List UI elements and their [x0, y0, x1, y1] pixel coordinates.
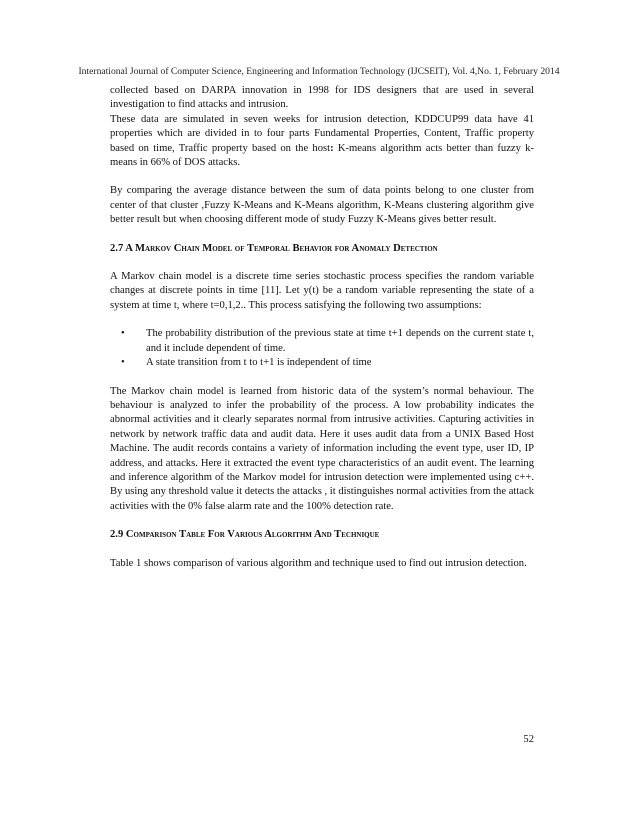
list-item-text: The probability distribution of the previous state at time t+1 depends on the current state t, and it include dependent of time.: [146, 328, 534, 354]
paragraph-comparison: By comparing the average distance between the sum of data points belong to one cluster from center of that cluster ,Fuzzy K-Means and K-Means algorithm, K-Means clustering algorithm give better result but when choosing different mode of study Fuzzy K-Means gives better result.: [110, 185, 534, 226]
paragraph-kddcup99-text-a: These data are simulated in seven weeks for intrusion detection, KDDCUP99 data have 41 properties which are divided in to four parts Fundamental Properties, Content, Traffic property based on time, Traffic property based on the host: [110, 113, 534, 154]
page-content: [110, 84, 534, 571]
list-item: [110, 327, 534, 356]
running-header: International Journal of Computer Science, Engineering and Information Technology (IJCSEIT), Vol. 4,No. 1, February 2014: [78, 66, 560, 77]
bullet-icon: •: [121, 328, 125, 340]
spacer: [110, 228, 534, 242]
section-heading-2-9-text: 2.9 Comparison Table For Various Algorithm And Technique: [110, 529, 380, 541]
bullet-icon: •: [121, 357, 125, 369]
paragraph-darpa: collected based on DARPA innovation in 1998 for IDS designers that are used in several investigation to find attacks and intrusion.: [110, 85, 534, 111]
spacer: [110, 543, 534, 557]
spacer: [110, 514, 534, 528]
section-heading-2-9: [110, 528, 534, 542]
assumption-list: [110, 327, 534, 370]
section-heading-2-7: [110, 242, 534, 256]
list-item: [110, 356, 534, 370]
paragraph-kddcup99-colon: :: [330, 142, 334, 154]
paragraph-markov-details: The Markov chain model is learned from historic data of the system’s normal behaviour. The behaviour is analyzed to infer the probability of the process. A low probability indicates the abnormal activities and it clearly separates normal from intrusive activities. Capturing activities in network by network traffic data and audit data. Here it uses audit data from a UNIX Based Host Machine. The audit records contains a variety of information including the event type, user ID, IP address, and attacks. Here it extracted the event type characteristics of an audit event. The learning and inference algorithm of the Markov model for intrusion detection were implemented using c++. By using any threshold value it detects the attacks , it distinguishes normal activities from the attack activities with the 0% false alarm rate and the 100% detection rate.: [110, 385, 534, 512]
paragraph-table-intro: Table 1 shows comparison of various algorithm and technique used to find out intrusion detection.: [110, 557, 527, 569]
spacer: [110, 313, 534, 327]
spacer: [110, 170, 534, 184]
paragraph-kddcup99: [110, 113, 534, 171]
paragraph-markov-intro: A Markov chain model is a discrete time series stochastic process specifies the random variable changes at discrete points in time [11]. Let y(t) be a random variable representing the state of a system at time t, where t=0,1,2.. This process satisfying the following two assumptions:: [110, 271, 534, 311]
page-number: 52: [523, 734, 534, 745]
section-heading-2-7-text: 2.7 A Markov Chain Model of Temporal Behavior for Anomaly Detection: [110, 242, 438, 254]
spacer: [110, 256, 534, 270]
list-item-text: A state transition from t to t+1 is independent of time: [146, 357, 372, 369]
paragraph-kddcup99-text-b: K-means algorithm acts better than fuzzy k-means in 66% of DOS attacks.: [110, 142, 534, 169]
spacer: [110, 371, 534, 385]
